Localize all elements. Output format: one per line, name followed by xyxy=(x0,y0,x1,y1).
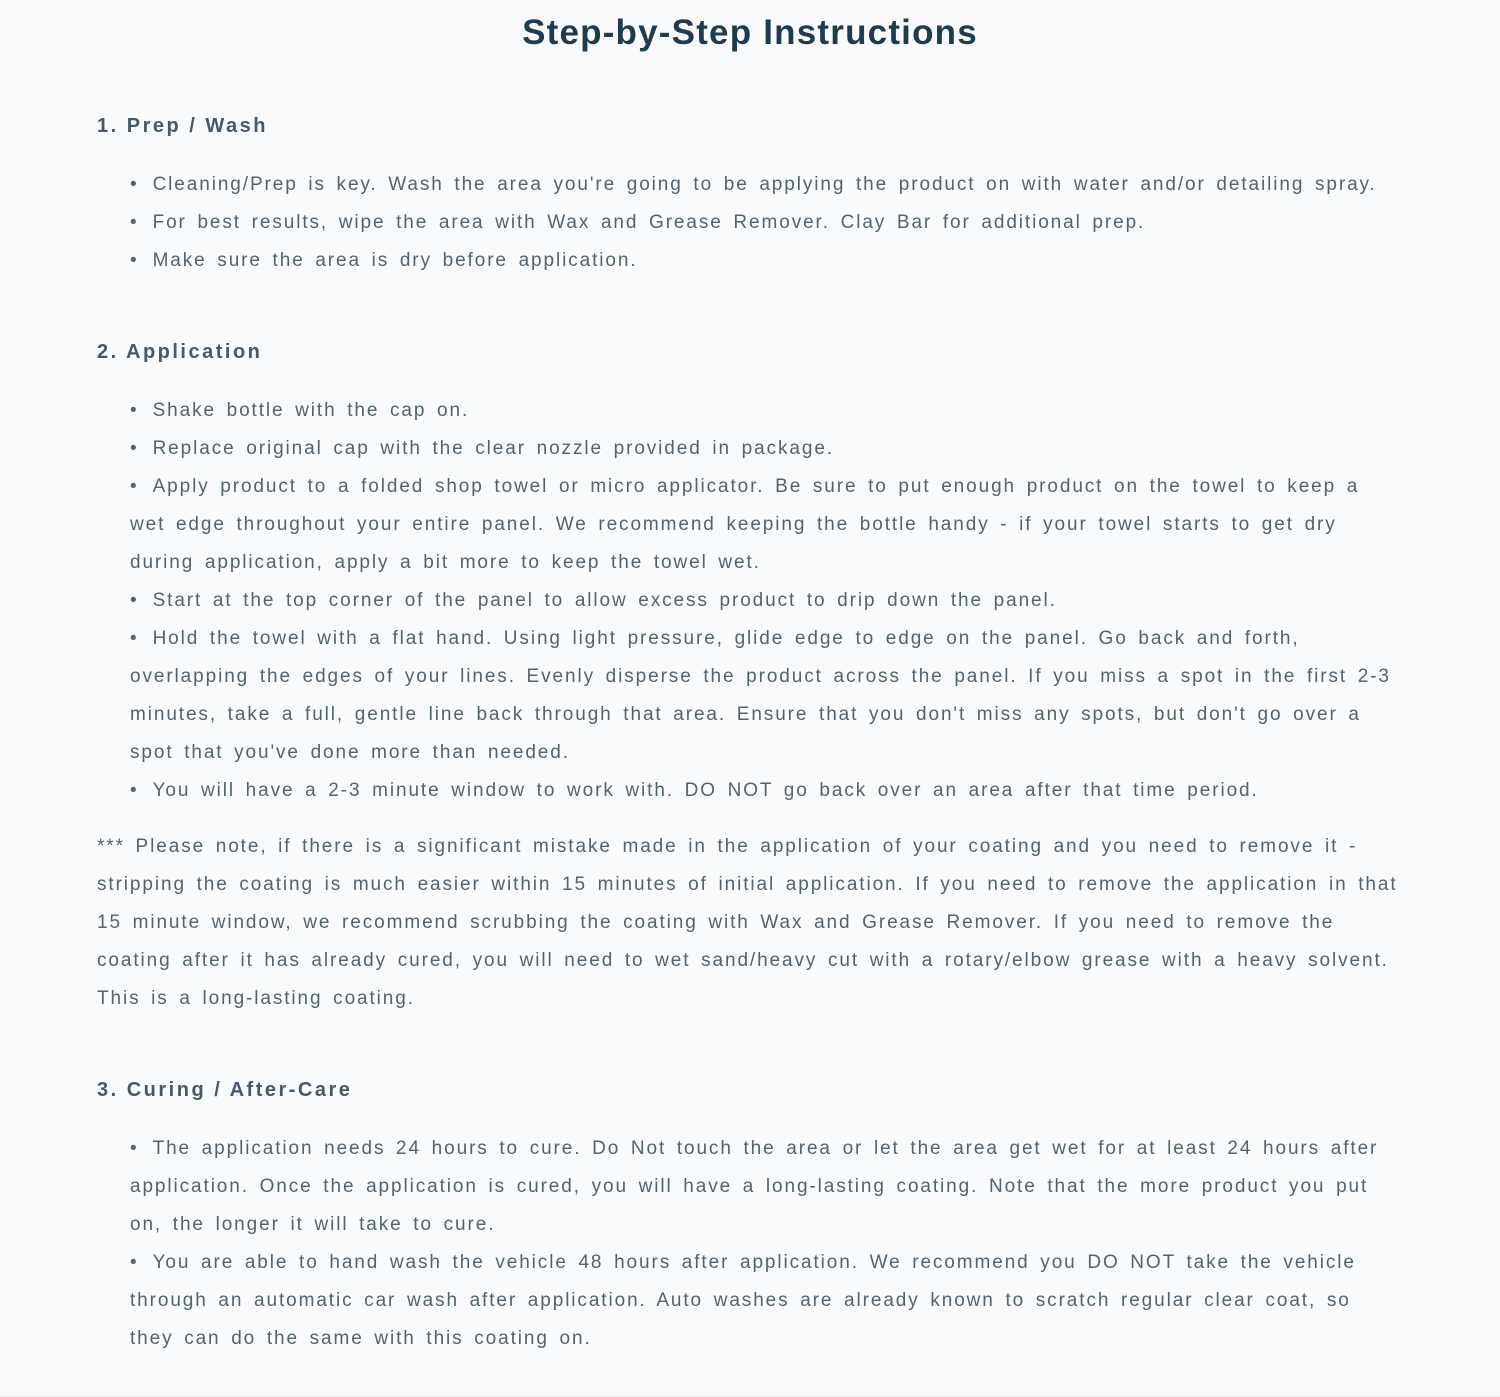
list-item-text: Apply product to a folded shop towel or micro applicator. Be sure to put enough product on the towel to keep a wet edge throughout your entire panel. We recommend keeping the bottle handy - if your towel starts to get dry during application, apply a bit more to keep the towel wet. xyxy=(130,476,1360,573)
bullet-icon: • xyxy=(130,400,139,421)
list-item xyxy=(130,392,1403,430)
list-item xyxy=(130,166,1403,204)
list-item-text: Cleaning/Prep is key. Wash the area you're going to be applying the product on with water and/or detailing spray. xyxy=(152,174,1377,195)
list-item-text: For best results, wipe the area with Wax and Grease Remover. Clay Bar for additional prep. xyxy=(152,212,1146,233)
list-item xyxy=(130,620,1403,772)
list-item xyxy=(130,242,1403,280)
note-paragraph: *** Please note, if there is a significant mistake made in the application of your coating and you need to remove it - stripping the coating is much easier within 15 minutes of initial application. If you need to remove the application in that 15 minute window, we recommend scrubbing the coating with Wax and Grease Remover. If you need to remove the coating after it has already cured, you will need to wet sand/heavy cut with a rotary/elbow grease with a heavy solvent. This is a long-lasting coating. xyxy=(97,836,1398,1009)
bullet-icon: • xyxy=(130,590,139,611)
list-item-text: Make sure the area is dry before application. xyxy=(152,250,638,271)
page-title: Step-by-Step Instructions xyxy=(522,13,978,52)
list-item xyxy=(130,468,1403,582)
list-item-text: Start at the top corner of the panel to allow excess product to drip down the panel. xyxy=(152,590,1057,611)
list-item xyxy=(130,1244,1403,1358)
section-application xyxy=(97,338,1403,1018)
list-item xyxy=(130,772,1403,810)
bullet-list-prep-wash xyxy=(97,166,1403,280)
list-item-text: You will have a 2-3 minute window to work with. DO NOT go back over an area after that time period. xyxy=(152,780,1259,801)
section-prep-wash xyxy=(97,112,1403,280)
bullet-icon: • xyxy=(130,1252,139,1273)
list-item-text: You are able to hand wash the vehicle 48 hours after application. We recommend you DO NOT take the vehicle through an automatic car wash after application. Auto washes are already known to scratch regular clear coat, so they can do the same with this coating on. xyxy=(130,1252,1356,1349)
bullet-icon: • xyxy=(130,174,139,195)
list-item-text: Hold the towel with a flat hand. Using light pressure, glide edge to edge on the panel. Go back and forth, overlapping the edges of your lines. Evenly disperse the product across the panel. If you miss a spot in the first 2-3 minutes, take a full, gentle line back through that area. Ensure that you don't miss any spots, but don't go over a spot that you've done more than needed. xyxy=(130,628,1391,763)
bullet-icon: • xyxy=(130,438,139,459)
section-heading-curing: 3. Curing / After-Care xyxy=(97,1079,353,1101)
list-item-text: Replace original cap with the clear nozzle provided in package. xyxy=(152,438,834,459)
bullet-list-curing xyxy=(97,1130,1403,1358)
bullet-icon: • xyxy=(130,476,139,497)
list-item-text: Shake bottle with the cap on. xyxy=(152,400,470,421)
bullet-icon: • xyxy=(130,780,139,801)
list-item xyxy=(130,1130,1403,1244)
list-item xyxy=(130,582,1403,620)
bullet-icon: • xyxy=(130,212,139,233)
list-item-text: The application needs 24 hours to cure. Do Not touch the area or let the area get wet for at least 24 hours after application. Once the application is cured, you will have a long-lasting coating. Note that the more product you put on, the longer it will take to cure. xyxy=(130,1138,1379,1235)
section-curing-after-care xyxy=(97,1076,1403,1358)
section-heading-prep-wash: 1. Prep / Wash xyxy=(97,115,268,137)
list-item xyxy=(130,430,1403,468)
list-item xyxy=(130,204,1403,242)
bullet-icon: • xyxy=(130,250,139,271)
bullet-list-application xyxy=(97,392,1403,810)
bullet-icon: • xyxy=(130,1138,139,1159)
section-heading-application: 2. Application xyxy=(97,341,263,363)
bullet-icon: • xyxy=(130,628,139,649)
